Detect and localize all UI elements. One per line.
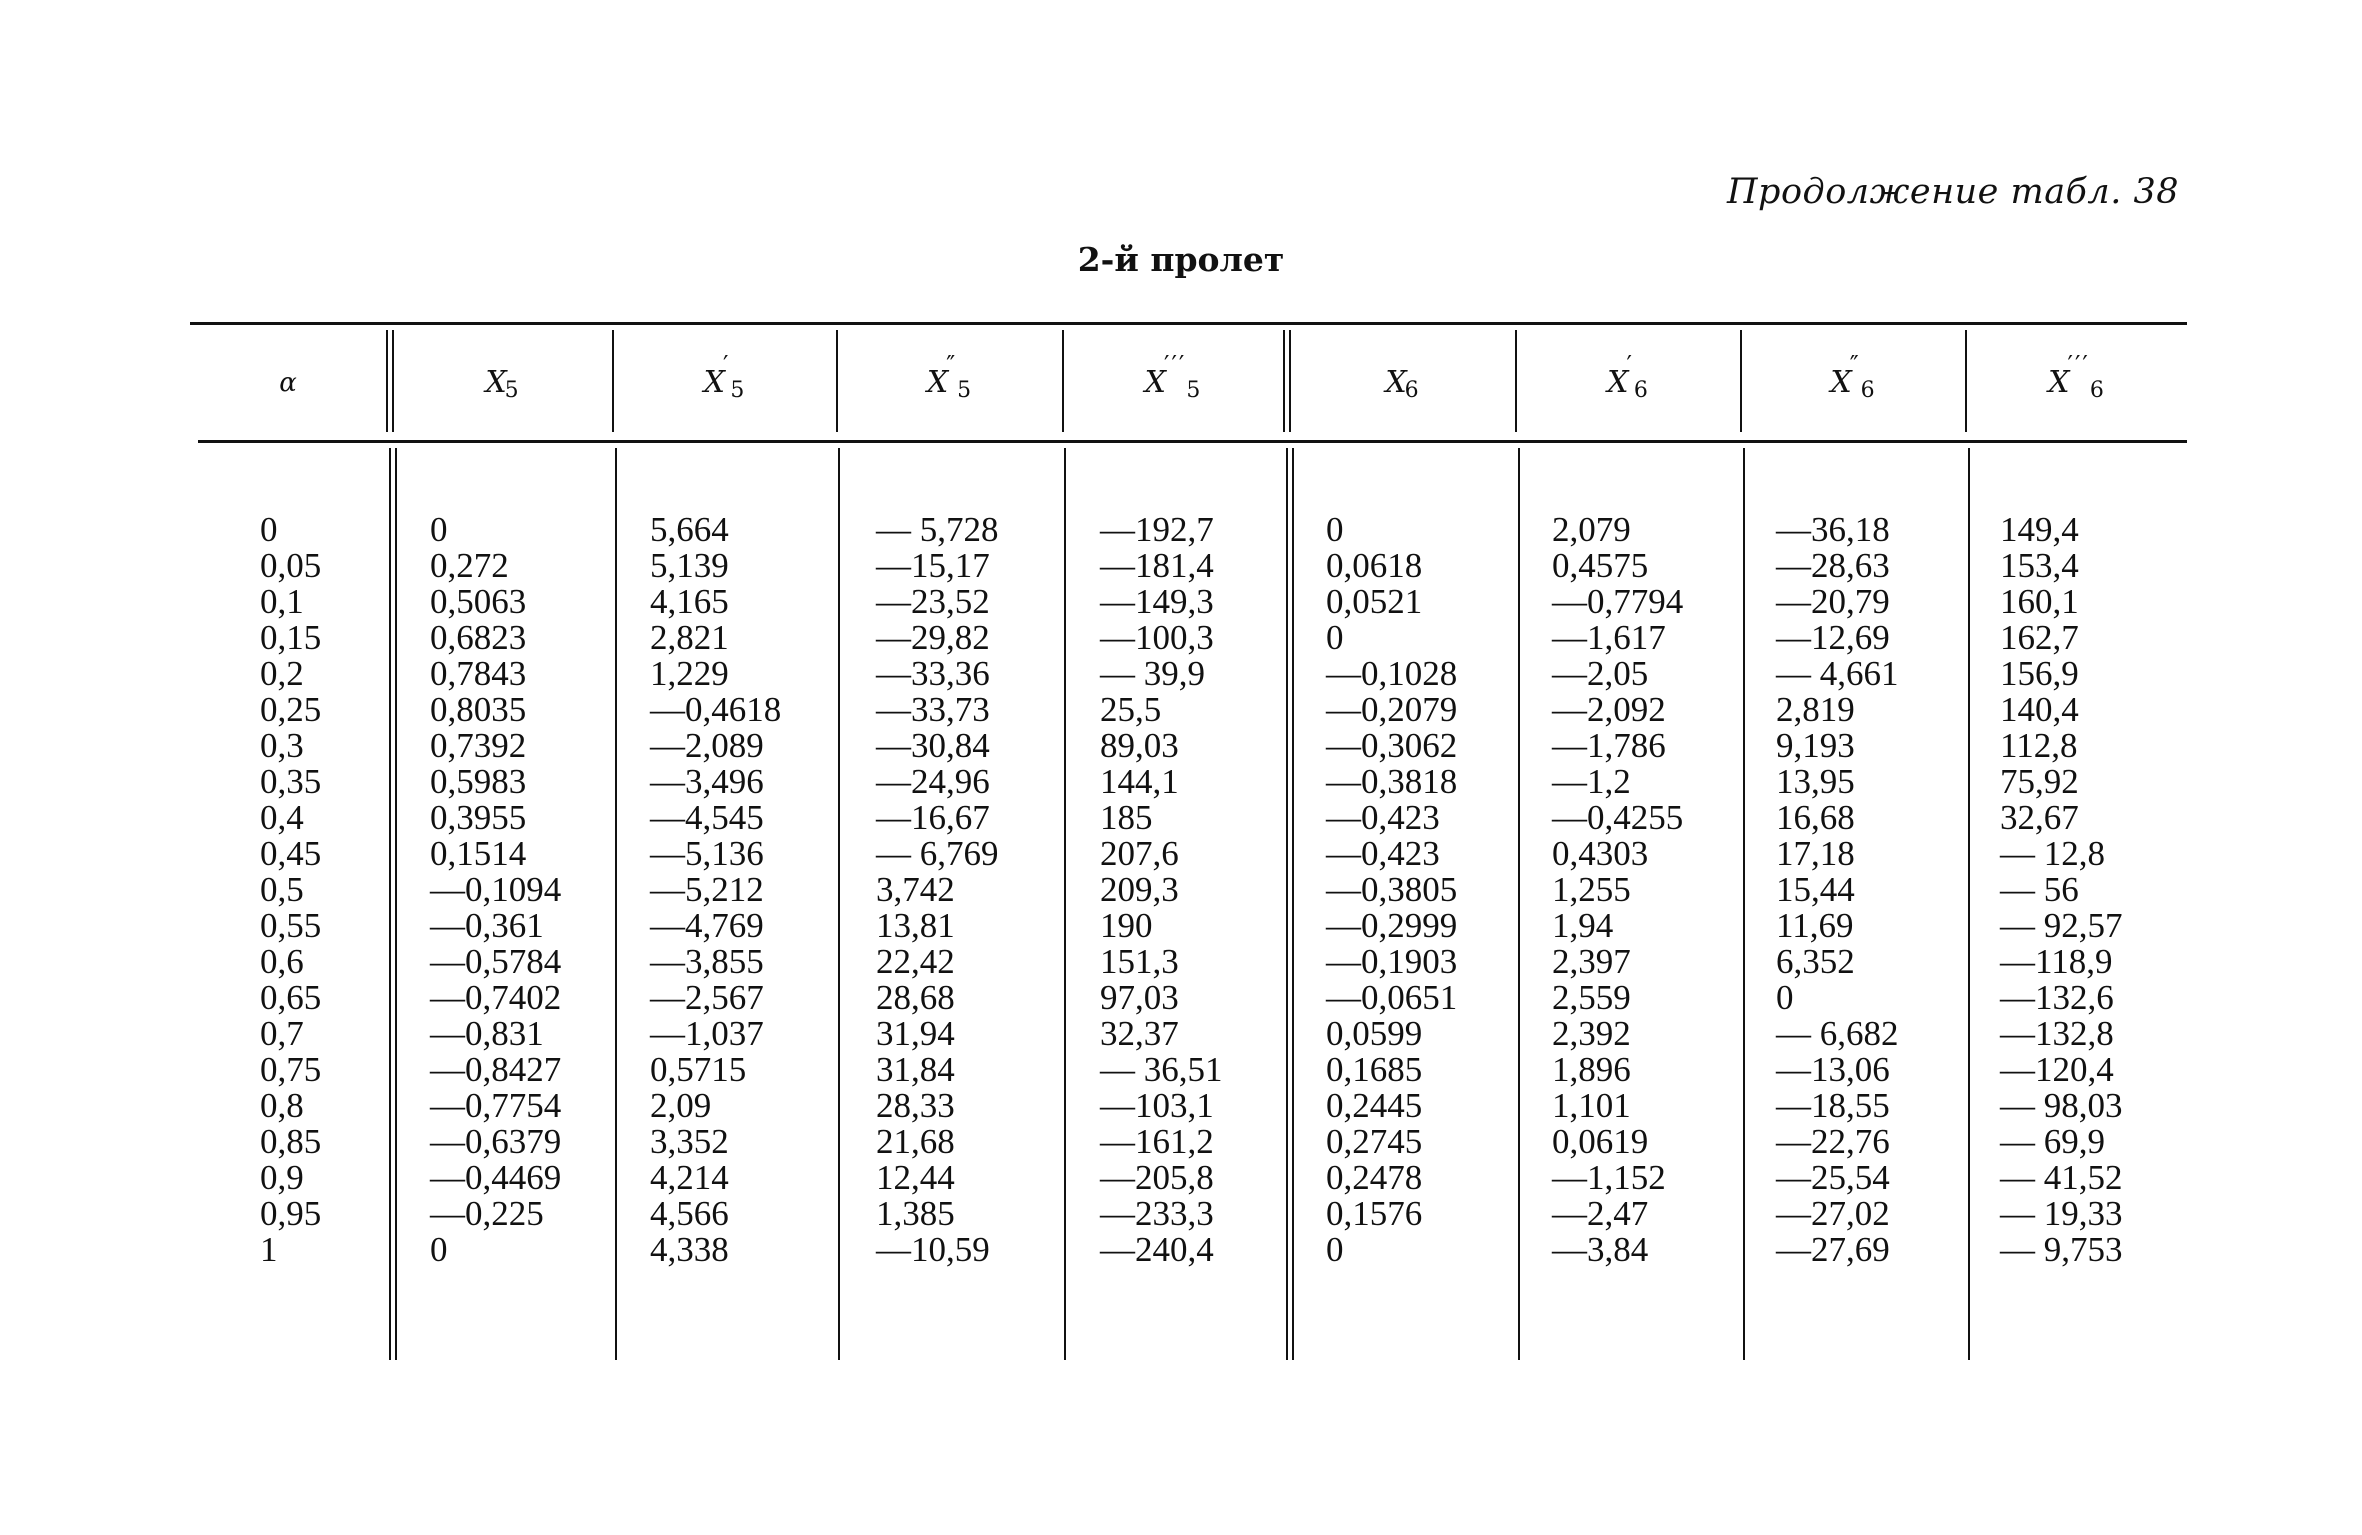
table-cell: — 56 [2000,870,2079,909]
table-cell: —10,59 [876,1230,990,1269]
table-cell: —0,225 [430,1194,544,1233]
column-x5-double-prime [876,512,999,1268]
table-cell: 2,392 [1552,1014,1631,1053]
table-cell: 6,352 [1776,942,1855,981]
table-cell: 0,6 [260,942,304,981]
table-cell: 4,566 [650,1194,729,1233]
body-divider-alpha-b [395,448,397,1360]
table-cell: —0,831 [430,1014,544,1053]
table-cell: 12,44 [876,1158,955,1197]
header-x5p-base: X [703,365,725,400]
table-cell: —33,73 [876,690,990,729]
table-cell: — 6,769 [876,834,999,873]
table-cell: — 19,33 [2000,1194,2123,1233]
table-cell: 190 [1100,906,1153,945]
header-x6-double-prime [1742,325,1965,440]
table-cell: —0,5784 [430,942,562,981]
table-cell: 0,85 [260,1122,322,1161]
table-cell: 0,2 [260,654,304,693]
table-cell: 4,214 [650,1158,729,1197]
table-cell: —36,18 [1776,510,1890,549]
table-cell: —132,8 [2000,1014,2114,1053]
table-cell: —0,4255 [1552,798,1684,837]
table-cell: 0,05 [260,546,322,585]
column-x6 [1326,512,1457,1268]
table-cell: —1,786 [1552,726,1666,765]
table-cell: —0,7402 [430,978,562,1017]
table-cell: 151,3 [1100,942,1179,981]
table-cell: 4,165 [650,582,729,621]
table-cell: —103,1 [1100,1086,1214,1125]
table-cell: — 69,9 [2000,1122,2105,1161]
header-x5pp-sup: ″ [946,350,958,379]
table-cell: —4,769 [650,906,764,945]
header-x6ppp-sub: 6 [2089,378,2104,403]
table-cell: 0,25 [260,690,322,729]
table-cell: 0 [1326,1230,1344,1269]
table-cell: 0,7843 [430,654,527,693]
table-cell: 162,7 [2000,618,2079,657]
table-cell: —2,092 [1552,690,1666,729]
table-cell: 2,09 [650,1086,712,1125]
table-cell: — 6,682 [1776,1014,1899,1053]
table-cell: — 41,52 [2000,1158,2123,1197]
header-bottom-rule [198,440,2187,443]
header-alpha [190,325,386,440]
table-cell: —181,4 [1100,546,1214,585]
table-cell: — 12,8 [2000,834,2105,873]
table-cell: —0,6379 [430,1122,562,1161]
table-cell: —120,4 [2000,1050,2114,1089]
table-cell: 5,664 [650,510,729,549]
header-divider-alpha-a [386,330,388,432]
table-cell: —29,82 [876,618,990,657]
table-cell: —20,79 [1776,582,1890,621]
body-divider-6 [1743,448,1745,1360]
table-cell: —27,02 [1776,1194,1890,1233]
table-cell: 22,42 [876,942,955,981]
table-cell: —27,69 [1776,1230,1890,1269]
table-cell: —0,8427 [430,1050,562,1089]
body-divider-mid-a [1286,448,1288,1360]
table-cell: 0,1514 [430,834,527,873]
table-cell: 1,101 [1552,1086,1631,1125]
table-cell: 2,397 [1552,942,1631,981]
header-x6pp-sub: 6 [1860,378,1875,403]
table-cell: 144,1 [1100,762,1179,801]
section-title: 2-й пролет [1077,240,1285,279]
table-cell: 28,33 [876,1086,955,1125]
column-x5 [430,512,561,1268]
table-cell: 21,68 [876,1122,955,1161]
table-cell: 0,0618 [1326,546,1423,585]
table-cell: 153,4 [2000,546,2079,585]
header-x6p-base: X [1607,365,1629,400]
body-divider-7 [1968,448,1970,1360]
table-cell: — 98,03 [2000,1086,2123,1125]
table-cell: 13,95 [1776,762,1855,801]
table-cell: —5,212 [650,870,764,909]
table-cell: 3,352 [650,1122,729,1161]
body-divider-5 [1518,448,1520,1360]
table-cell: 4,338 [650,1230,729,1269]
continuation-label: Продолжение табл. 38 [1727,172,2179,212]
table-cell: —16,67 [876,798,990,837]
table-cell: —13,06 [1776,1050,1890,1089]
table-cell: —25,54 [1776,1158,1890,1197]
table-cell: 0,6823 [430,618,527,657]
table-cell: —0,7794 [1552,582,1684,621]
table-cell: 13,81 [876,906,955,945]
table-cell: 25,5 [1100,690,1162,729]
body-divider-1 [615,448,617,1360]
table-cell: —24,96 [876,762,990,801]
column-x6-double-prime [1776,512,1899,1268]
table-cell: 32,37 [1100,1014,1179,1053]
table-cell: 185 [1100,798,1153,837]
table-cell: —1,037 [650,1014,764,1053]
column-x6-triple-prime [2000,512,2123,1268]
table-cell: —12,69 [1776,618,1890,657]
table-cell: 97,03 [1100,978,1179,1017]
table-cell: 9,193 [1776,726,1855,765]
table-cell: —0,3062 [1326,726,1458,765]
table-cell: —0,1094 [430,870,562,909]
header-x5pp-sub: 5 [957,378,972,403]
header-x6-sub: 6 [1404,378,1419,403]
table-cell: 0 [1326,618,1344,657]
table-cell: 0,1576 [1326,1194,1423,1233]
table-cell: 0 [430,1230,448,1269]
table-cell: 0,65 [260,978,322,1017]
table-cell: — 9,753 [2000,1230,2123,1269]
table-cell: 2,559 [1552,978,1631,1017]
header-x6p-sup: ′ [1626,350,1634,379]
table-cell: 1 [260,1230,278,1269]
header-x5-base: X [485,365,507,400]
table-cell: —3,84 [1552,1230,1649,1269]
table-cell: —1,152 [1552,1158,1666,1197]
table-cell: —0,2999 [1326,906,1458,945]
table-cell: —161,2 [1100,1122,1214,1161]
table-cell: 15,44 [1776,870,1855,909]
header-alpha-base: α [279,367,297,398]
table-cell: —0,0651 [1326,978,1458,1017]
header-x6ppp-sup: ′′′ [2067,350,2090,379]
table-cell: —118,9 [2000,942,2113,981]
table-cell: 207,6 [1100,834,1179,873]
column-x6-prime [1552,512,1683,1268]
table-cell: — 92,57 [2000,906,2123,945]
table-cell: 11,69 [1776,906,1854,945]
header-x5 [394,325,612,440]
table-cell: —0,1028 [1326,654,1458,693]
table-cell: 0,7 [260,1014,304,1053]
table-cell: 0,8 [260,1086,304,1125]
table-cell: 0,55 [260,906,322,945]
table-cell: —30,84 [876,726,990,765]
header-x5ppp-sub: 5 [1186,378,1201,403]
header-x6p-sub: 6 [1633,378,1648,403]
table-cell: 2,821 [650,618,729,657]
table-cell: —1,617 [1552,618,1666,657]
table-cell: 0,0599 [1326,1014,1423,1053]
table-cell: 0,95 [260,1194,322,1233]
table-cell: 3,742 [876,870,955,909]
header-x6-triple-prime [1967,325,2187,440]
table-cell: —0,423 [1326,834,1440,873]
header-x5-double-prime [838,325,1062,440]
table-cell: 2,079 [1552,510,1631,549]
table-cell: 0,272 [430,546,509,585]
table-cell: 0,0619 [1552,1122,1649,1161]
table-cell: —2,47 [1552,1194,1649,1233]
body-divider-mid-b [1292,448,1294,1360]
body-divider-alpha-a [389,448,391,1360]
header-divider-mid-a [1283,330,1285,432]
table-cell: — 36,51 [1100,1050,1223,1089]
table-cell: 0,0521 [1326,582,1423,621]
table-cell: —0,7754 [430,1086,562,1125]
table-cell: 1,896 [1552,1050,1631,1089]
table-cell: 0,2478 [1326,1158,1423,1197]
table-cell: —3,496 [650,762,764,801]
table-cell: —5,136 [650,834,764,873]
header-x5p-sub: 5 [730,378,745,403]
table-cell: 1,229 [650,654,729,693]
table-cell: 16,68 [1776,798,1855,837]
table-cell: 0,75 [260,1050,322,1089]
table-cell: 0,8035 [430,690,527,729]
table-cell: 1,385 [876,1194,955,1233]
table-cell: 140,4 [2000,690,2079,729]
table-cell: 0,2745 [1326,1122,1423,1161]
table-cell: 0 [260,510,278,549]
table-cell: —0,4618 [650,690,782,729]
table-cell: 0,35 [260,762,322,801]
table-cell: —4,545 [650,798,764,837]
table-cell: 160,1 [2000,582,2079,621]
column-x5-triple-prime [1100,512,1223,1268]
table-cell: 0,1 [260,582,304,621]
table-cell: —2,089 [650,726,764,765]
table-cell: 0 [430,510,448,549]
table-cell: 0,5715 [650,1050,747,1089]
table-cell: —23,52 [876,582,990,621]
table-cell: —0,3818 [1326,762,1458,801]
table-cell: —1,2 [1552,762,1631,801]
table-cell: 0,4 [260,798,304,837]
table-cell: —22,76 [1776,1122,1890,1161]
table-cell: 5,139 [650,546,729,585]
table-cell: 89,03 [1100,726,1179,765]
table-cell: —2,567 [650,978,764,1017]
table-cell: —0,4469 [430,1158,562,1197]
table-cell: 149,4 [2000,510,2079,549]
table-cell: —192,7 [1100,510,1214,549]
table-cell: —0,423 [1326,798,1440,837]
table-cell: —149,3 [1100,582,1214,621]
table-cell: 0,15 [260,618,322,657]
table-cell: 32,67 [2000,798,2079,837]
body-divider-3 [1064,448,1066,1360]
table-cell: — 5,728 [876,510,999,549]
header-x6ppp-base: X [2048,365,2070,400]
header-x6-base: X [1385,365,1407,400]
table-cell: 112,8 [2000,726,2078,765]
table-cell: —132,6 [2000,978,2114,1017]
table-cell: —28,63 [1776,546,1890,585]
table-cell: 75,92 [2000,762,2079,801]
table-cell: —2,05 [1552,654,1649,693]
table-cell: 0,45 [260,834,322,873]
table-cell: 0 [1776,978,1794,1017]
table-cell: —0,3805 [1326,870,1458,909]
table-cell: —205,8 [1100,1158,1214,1197]
table-cell: 0,1685 [1326,1050,1423,1089]
body-divider-2 [838,448,840,1360]
table-cell: 209,3 [1100,870,1179,909]
table-cell: 0,7392 [430,726,527,765]
table-cell: 17,18 [1776,834,1855,873]
table-cell: 0,5 [260,870,304,909]
table-cell: — 4,661 [1776,654,1899,693]
table-cell: — 39,9 [1100,654,1205,693]
table-cell: —18,55 [1776,1086,1890,1125]
table-cell: 0,3955 [430,798,527,837]
header-x5-triple-prime [1064,325,1283,440]
table-cell: 28,68 [876,978,955,1017]
table-cell: 0,3 [260,726,304,765]
table-cell: 1,255 [1552,870,1631,909]
column-alpha [260,512,321,1268]
table-cell: —0,1903 [1326,942,1458,981]
table-cell: 0,5063 [430,582,527,621]
table-cell: —15,17 [876,546,990,585]
header-x5-sub: 5 [504,378,519,403]
table-cell: —233,3 [1100,1194,1214,1233]
table-cell: 2,819 [1776,690,1855,729]
table-cell: 0,5983 [430,762,527,801]
table-cell: 156,9 [2000,654,2079,693]
column-x5-prime [650,512,781,1268]
table-cell: 31,84 [876,1050,955,1089]
table-cell: —3,855 [650,942,764,981]
table-cell: —240,4 [1100,1230,1214,1269]
table-cell: —0,2079 [1326,690,1458,729]
header-x5pp-base: X [926,365,949,400]
header-x6-prime [1517,325,1740,440]
header-x6pp-sup: ″ [1849,350,1861,379]
table-cell: 0,4575 [1552,546,1649,585]
header-x5-prime [614,325,836,440]
header-x6 [1291,325,1515,440]
table-cell: 0,4303 [1552,834,1649,873]
table-cell: 1,94 [1552,906,1614,945]
table-cell: —0,361 [430,906,544,945]
table-cell: 0,2445 [1326,1086,1423,1125]
table-cell: 0 [1326,510,1344,549]
table-cell: —100,3 [1100,618,1214,657]
header-x5ppp-base: X [1144,365,1166,400]
header-x5p-sup: ′ [722,350,731,379]
table-cell: 31,94 [876,1014,955,1053]
header-x5ppp-sup: ′′′ [1164,350,1187,379]
table-cell: —33,36 [876,654,990,693]
table-cell: 0,9 [260,1158,304,1197]
header-x6pp-base: X [1830,365,1852,400]
